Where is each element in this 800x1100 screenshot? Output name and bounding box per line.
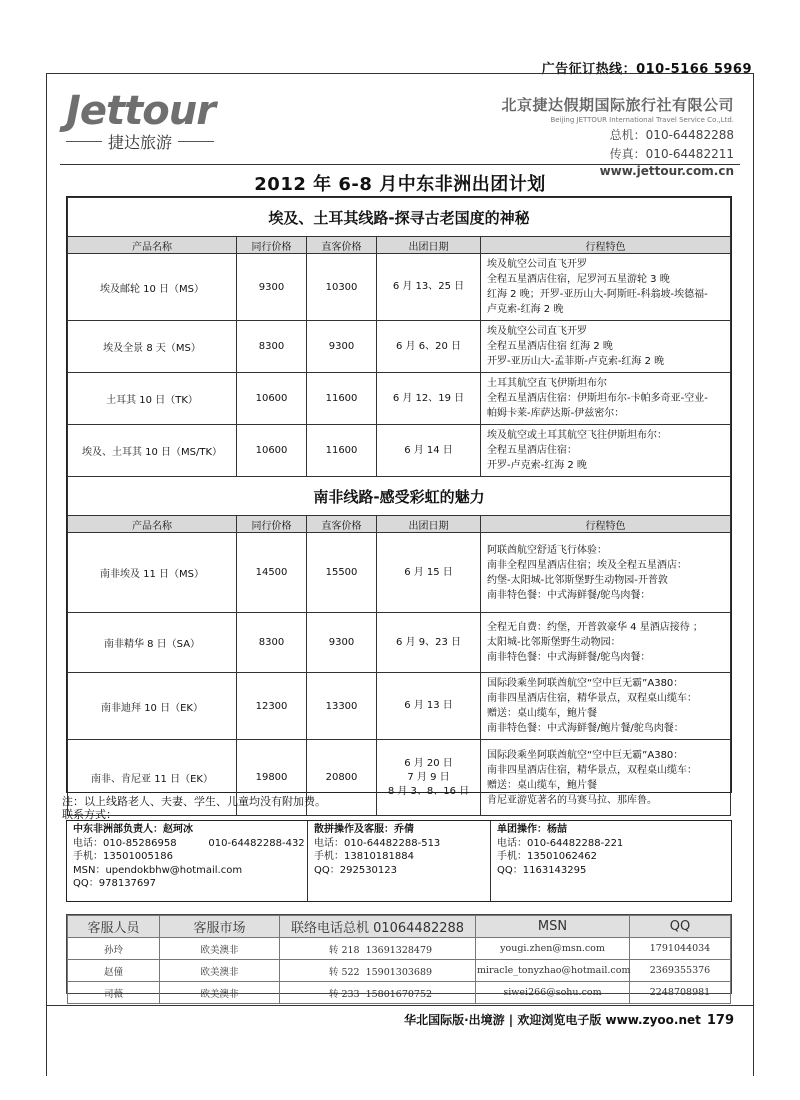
company-fax: 传真：010-64482211: [609, 147, 734, 161]
contact-line: QQ：292530123: [314, 864, 398, 876]
peer-price: 14500: [237, 533, 307, 613]
feature-line: 埃及航空或土耳其航空飞往伊斯坦布尔：: [487, 430, 667, 441]
service-row: [68, 982, 731, 1004]
contact-line: 手机：13501062462: [497, 851, 597, 862]
company-switchboard: 总机：010-64482288: [609, 128, 734, 142]
feature-line: 埃及航空公司直飞开罗: [487, 259, 587, 270]
direct-price: 11600: [307, 425, 377, 477]
contact-line: 电话：010-85286958 010-64482288-432: [73, 837, 305, 849]
footer: [404, 1011, 734, 1028]
tour-row: [68, 613, 731, 673]
contact-head: 单团操作：杨喆: [497, 824, 567, 835]
col-header-peer-price: 同行价格: [237, 237, 307, 254]
contact-line: 手机：13810181884: [314, 851, 414, 862]
departure-date: 6 月 13 日: [404, 700, 453, 711]
staff-market: 欧美澳非: [160, 938, 280, 960]
direct-price: 11600: [307, 373, 377, 425]
peer-price: 12300: [237, 673, 307, 740]
service-table-header: [68, 916, 731, 938]
contact-box: [66, 820, 732, 902]
departure-dates: [377, 673, 481, 740]
staff-market: 欧美澳非: [160, 960, 280, 982]
direct-price: 13300: [307, 673, 377, 740]
staff-name: 司薇: [68, 982, 160, 1004]
logo-chinese-text: 捷达旅游: [108, 133, 173, 152]
contact-label: 联系方式：: [62, 808, 117, 821]
company-name-cn: 北京捷达假期国际旅行社有限公司: [501, 96, 734, 114]
feature-line: 约堡-太阳城-比邻斯堡野生动物园-开普敦: [487, 574, 668, 586]
company-name-en: Beijing JETTOUR International Travel Service Co.,Ltd.: [550, 116, 734, 124]
section-title: 埃及、土耳其线路-探寻古老国度的神秘: [68, 198, 731, 237]
tour-features: [481, 425, 731, 477]
col-header-product: 产品名称: [68, 516, 237, 533]
note: [62, 795, 326, 821]
peer-price: 8300: [237, 321, 307, 373]
feature-line: 开罗-亚历山大-孟菲斯-卢克索-红海 2 晚: [487, 356, 665, 367]
feature-line: 南非全程四星酒店住宿；埃及全程五星酒店：: [487, 559, 687, 571]
tour-features: [481, 740, 731, 816]
section-title: 南非线路-感受彩虹的魅力: [68, 477, 731, 516]
departure-date: 6 月 15 日: [404, 566, 453, 578]
product-name: 南非、肯尼亚 11 日（EK）: [68, 740, 237, 816]
staff-qq: 2248708981: [630, 982, 731, 1004]
direct-price: 9300: [307, 321, 377, 373]
peer-price: 19800: [237, 740, 307, 816]
svc-header-market: 客服市场: [160, 916, 280, 938]
feature-line: 全程五星酒店住宿，尼罗河五星游轮 3 晚: [487, 274, 670, 285]
departure-dates: [377, 321, 481, 373]
phone-mobile: 15801670752: [365, 988, 433, 1000]
feature-line: 南非特色餐：中式海鲜餐/鸵鸟肉餐：: [487, 652, 651, 663]
feature-line: 土耳其航空直飞伊斯坦布尔: [487, 378, 607, 389]
departure-dates: [377, 533, 481, 613]
col-header-product: 产品名称: [68, 237, 237, 254]
jettour-logo: [66, 88, 215, 153]
staff-name: 孙玲: [68, 938, 160, 960]
col-header-peer-price: 同行价格: [237, 516, 307, 533]
col-header-direct-price: 直客价格: [307, 516, 377, 533]
tour-features: [481, 613, 731, 673]
contact-head: 中东非洲部负责人：赵珂冰: [73, 824, 193, 835]
product-name: 埃及邮轮 10 日（MS）: [68, 254, 237, 321]
feature-line: 埃及航空公司直飞开罗: [487, 326, 587, 337]
feature-line: 肯尼亚游览著名的马赛马拉、那库鲁。: [487, 794, 657, 806]
departure-dates: [377, 425, 481, 477]
departure-dates: [377, 740, 481, 816]
feature-line: 全程五星酒店住宿：伊斯坦布尔-卡帕多奇亚-空业-: [487, 393, 708, 404]
section-title-row: [68, 198, 731, 237]
col-header-departure: 出团日期: [377, 516, 481, 533]
phone-mobile: 13691328479: [365, 944, 433, 956]
departure-date: 6 月 12、19 日: [392, 392, 465, 404]
staff-market: 欧美澳非: [160, 982, 280, 1004]
section-title-row: [68, 477, 731, 516]
feature-line: 国际段乘坐阿联酋航空“空中巨无霸”A380：: [487, 678, 684, 689]
service-table: [66, 914, 732, 1000]
feature-line: 全程五星酒店住宿 红海 2 晚: [487, 341, 613, 352]
feature-line: 卢克索-红海 2 晚: [487, 304, 564, 315]
feature-line: 南非四星酒店住宿，精华景点，双程桌山缆车：: [487, 693, 697, 704]
departure-date: 8 月 3、8、16 日: [387, 785, 470, 797]
col-header-departure: 出团日期: [377, 237, 481, 254]
departure-date: 6 月 13、25 日: [392, 281, 465, 292]
phone-ext: 转 233: [328, 988, 360, 1000]
column-header-row: [68, 237, 731, 254]
product-name: 埃及全景 8 天（MS）: [68, 321, 237, 373]
phone-mobile: 15901303689: [365, 966, 433, 978]
direct-price: 20800: [307, 740, 377, 816]
feature-line: 开罗-卢克索-红海 2 晚: [487, 460, 587, 471]
peer-price: 8300: [237, 613, 307, 673]
product-name: 南非精华 8 日（SA）: [68, 613, 237, 673]
departure-dates: [377, 254, 481, 321]
page-number: 179: [706, 1013, 734, 1028]
tour-row: [68, 373, 731, 425]
staff-phone: [280, 982, 476, 1004]
feature-line: 国际段乘坐阿联酋航空“空中巨无霸”A380：: [487, 749, 684, 761]
feature-line: 全程无自费：约堡，开普敦豪华 4 星酒店接待 ；: [487, 622, 703, 633]
feature-line: 南非四星酒店住宿，精华景点，双程桌山缆车：: [487, 764, 697, 776]
departure-date: 6 月 20 日: [404, 757, 453, 769]
product-name: 南非迪拜 10 日（EK）: [68, 673, 237, 740]
feature-line: 南非特色餐：中式海鲜餐/鸵鸟肉餐：: [487, 589, 651, 601]
departure-date: 6 月 6、20 日: [396, 340, 461, 352]
contact-line: 电话：010-64482288-513: [314, 837, 441, 849]
company-info: [501, 94, 734, 178]
departure-date: 7 月 9 日: [407, 771, 450, 783]
departure-dates: [377, 373, 481, 425]
staff-phone: [280, 938, 476, 960]
svc-header-phone: 联络电话总机 01064482288: [280, 916, 476, 938]
product-name: 南非埃及 11 日（MS）: [68, 533, 237, 613]
service-row: [68, 960, 731, 982]
staff-name: 赵僮: [68, 960, 160, 982]
column-header-row: [68, 516, 731, 533]
peer-price: 9300: [237, 254, 307, 321]
contact-line: QQ：978137697: [73, 878, 157, 889]
feature-line: 帕姆卡莱-库萨达斯-伊兹密尔：: [487, 408, 625, 419]
tour-features: [481, 254, 731, 321]
departure-date: 6 月 14 日: [404, 444, 453, 456]
staff-qq: 1791044034: [630, 938, 731, 960]
logo-english: Jettour: [66, 88, 215, 134]
feature-line: 阿联酋航空舒适飞行体验：: [487, 544, 607, 556]
staff-msn: miracle_tonyzhao@hotmail.com: [476, 960, 630, 982]
contact-line: MSN：upendokbhw@hotmail.com: [73, 864, 243, 876]
note-text: 注：以上线路老人、夫妻、学生、儿童均没有附加费。: [62, 795, 326, 808]
departure-dates: [377, 613, 481, 673]
contact-line: 电话：010-64482288-221: [497, 837, 624, 849]
page-title: 2012 年 6-8 月中东非洲出团计划: [254, 174, 546, 195]
product-name: 土耳其 10 日（TK）: [68, 373, 237, 425]
contact-col-1: [307, 821, 490, 901]
tour-features: [481, 533, 731, 613]
phone-ext: 转 522: [328, 966, 360, 978]
tour-row: [68, 673, 731, 740]
tour-features: [481, 321, 731, 373]
svc-header-msn: MSN: [476, 916, 630, 938]
direct-price: 9300: [307, 613, 377, 673]
tour-features: [481, 673, 731, 740]
staff-phone: [280, 960, 476, 982]
ad-hotline: 广告征订热线：010-5166 5969: [541, 62, 752, 77]
departure-date: 6 月 9、23 日: [396, 636, 461, 648]
feature-line: 南非特色餐：中式海鲜餐/鲍片餐/鸵鸟肉餐：: [487, 723, 684, 734]
tour-row: [68, 321, 731, 373]
col-header-features: 行程特色: [481, 237, 731, 254]
direct-price: 10300: [307, 254, 377, 321]
peer-price: 10600: [237, 425, 307, 477]
svc-header-qq: QQ: [630, 916, 731, 938]
staff-msn: yougi.zhen@msn.com: [476, 938, 630, 960]
product-name: 埃及、土耳其 10 日（MS/TK）: [68, 425, 237, 477]
col-header-features: 行程特色: [481, 516, 731, 533]
phone-ext: 转 218: [328, 944, 360, 956]
contact-line: QQ：1163143295: [497, 864, 587, 876]
staff-msn: siwei266@sohu.com: [476, 982, 630, 1004]
col-header-direct-price: 直客价格: [307, 237, 377, 254]
company-website: www.jettour.com.cn: [599, 164, 734, 178]
tour-row: [68, 533, 731, 613]
tour-row: [68, 254, 731, 321]
contact-line: 手机：13501005186: [73, 851, 173, 862]
staff-qq: 2369355376: [630, 960, 731, 982]
footer-rule: [46, 1005, 754, 1006]
feature-line: 太阳城-比邻斯堡野生动物园：: [487, 637, 621, 648]
feature-line: 赠送：桌山缆车，鲍片餐: [487, 708, 597, 719]
direct-price: 15500: [307, 533, 377, 613]
peer-price: 10600: [237, 373, 307, 425]
tour-row: [68, 425, 731, 477]
footer-text: 华北国际版·出境游 | 欢迎浏览电子版 www.zyoo.net: [404, 1013, 701, 1027]
feature-line: 红海 2 晚；开罗-亚历山大-阿斯旺-科翁坡-埃德福-: [487, 289, 708, 300]
svc-header-staff: 客服人员: [68, 916, 160, 938]
feature-line: 全程五星酒店住宿：: [487, 445, 577, 456]
header-rule: [60, 164, 740, 165]
tour-features: [481, 373, 731, 425]
contact-col-2: [490, 821, 731, 901]
service-row: [68, 938, 731, 960]
feature-line: 赠送：桌山缆车，鲍片餐: [487, 779, 597, 791]
contact-col-0: [67, 821, 307, 901]
contact-head: 散拼操作及客服：乔倩: [314, 824, 414, 835]
